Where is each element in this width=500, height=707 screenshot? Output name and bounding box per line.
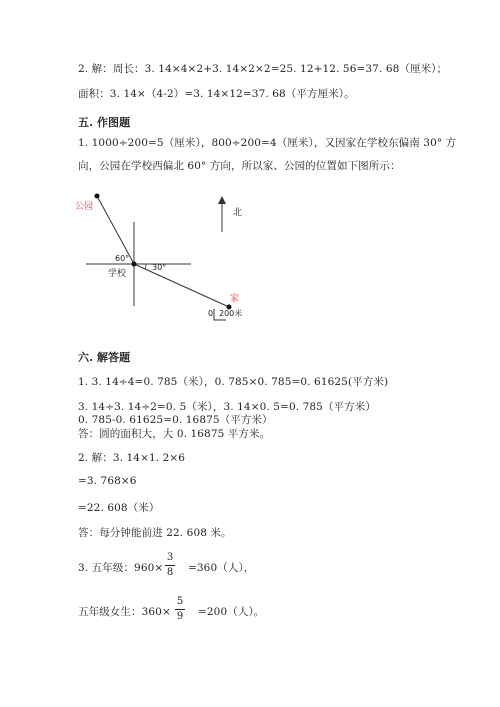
section6-heading: 六. 解答题 xyxy=(78,351,131,364)
s6-q4-denominator: 9 xyxy=(176,611,184,622)
s6-q2-answer: 答：每分钟能前进 22. 608 米。 xyxy=(78,527,232,539)
s6-q1-answer: 答：圆的面积大，大 0. 16875 平方米。 xyxy=(78,428,271,440)
s6-q2-line3: =22. 608（米） xyxy=(78,502,160,514)
angle-arc-east xyxy=(145,264,146,269)
s6-q3-fraction-bar xyxy=(165,565,175,566)
north-label: 北 xyxy=(233,208,243,218)
s5-q1-line2: 向，公园在学校西偏北 60° 方向，所以家、公园的位置如下图所示： xyxy=(78,160,401,172)
s6-q4-prefix: 五年级女生：360× xyxy=(78,606,171,618)
angle-east-label: 30° xyxy=(152,263,167,272)
angle-west-label: 60° xyxy=(115,254,130,263)
north-arrow-icon xyxy=(218,196,226,204)
position-diagram xyxy=(0,180,500,330)
s6-q3-suffix: =360（人）， xyxy=(188,562,255,574)
s6-q4-fraction-bar xyxy=(175,609,185,610)
scale-zero: 0 xyxy=(208,309,214,318)
home-label: 家 xyxy=(230,294,240,304)
s6-q4-numerator: 5 xyxy=(176,596,184,607)
s6-q2-line1: 2. 解：3. 14×1. 2×6 xyxy=(78,452,186,464)
section5-heading: 五. 作图题 xyxy=(78,116,131,129)
s6-q3-prefix: 3. 五年级：960× xyxy=(78,562,164,574)
s4-q2-area: 面积：3. 14×（4-2）=3. 14×12=37. 68（平方厘米）。 xyxy=(78,88,355,100)
scale-label: 200米 xyxy=(219,309,243,318)
s6-q1-line2: 3. 14÷3. 14÷2=0. 5（米），3. 14×0. 5=0. 785（平方米） xyxy=(78,401,376,413)
school-label: 学校 xyxy=(108,269,127,279)
s6-q3-numerator: 3 xyxy=(166,552,174,563)
s5-q1-line1: 1. 1000÷200=5（厘米），800÷200=4（厘米），又因家在学校东偏南 30° 方 xyxy=(78,137,457,149)
s6-q1-line1: 1. 3. 14÷4=0. 785（米），0. 785×0. 785=0. 61625(平方米) xyxy=(78,376,389,388)
s4-q2-perimeter: 2. 解：周长：3. 14×4×2+3. 14×2×2=25. 12+12. 56=37. 68（厘米）； xyxy=(78,63,448,75)
s6-q2-line2: =3. 768×6 xyxy=(78,475,137,487)
s6-q1-line3: 0. 785-0. 61625=0. 16875（平方米） xyxy=(78,414,273,426)
park-point xyxy=(95,194,100,199)
s6-q4-suffix: =200（人）。 xyxy=(198,606,265,618)
park-label: 公园 xyxy=(75,202,94,212)
school-point xyxy=(132,262,137,267)
home-line xyxy=(134,264,229,307)
s6-q3-denominator: 8 xyxy=(166,567,174,578)
